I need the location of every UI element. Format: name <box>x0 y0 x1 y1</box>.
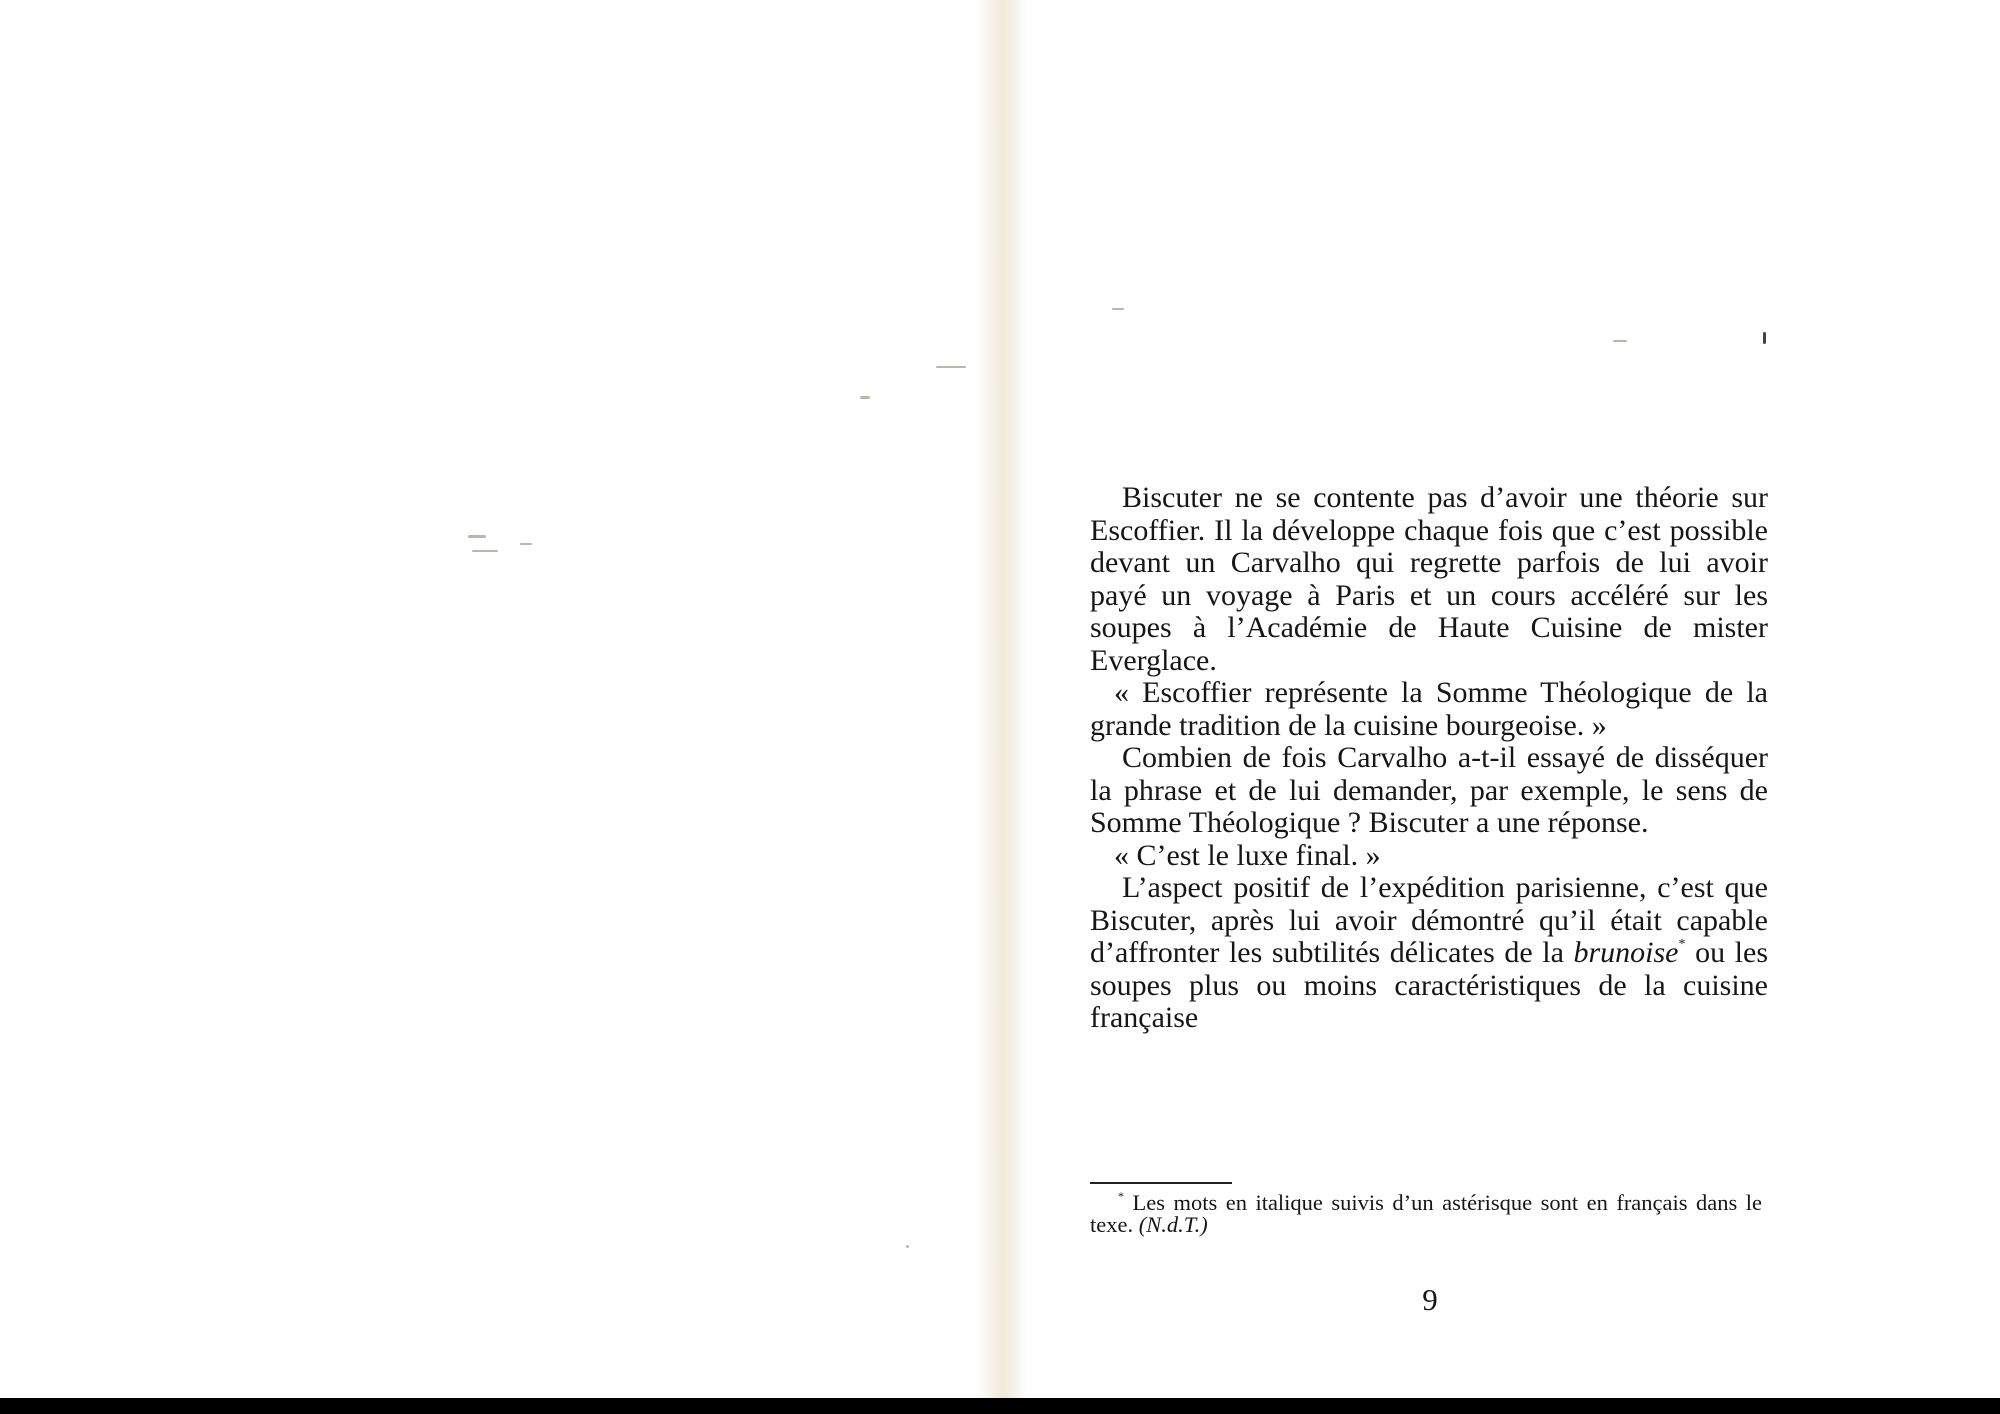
paragraph-5 <box>1090 872 1768 1035</box>
paragraph-3: Combien de fois Carvalho a-t-il essayé de disséquer la phrase et de lui demander, par exemple, le sens de Somme Théologique ? Biscuter a une réponse. <box>1090 741 1768 839</box>
paper-speck <box>860 396 870 399</box>
book-gutter <box>975 0 1027 1398</box>
footnote-marker: * <box>1118 1189 1124 1203</box>
scan-bottom-edge <box>0 1398 2000 1414</box>
footnote-rule <box>1090 1182 1232 1184</box>
footnote <box>1090 1189 1762 1237</box>
paragraph-5-start: L’aspect positif de l’expédition parisienne, c’est que Biscuter, après lui avoir démontré qu’il était capable d’affronter les subtilités délicates de la <box>1090 871 1768 969</box>
paper-speck <box>1112 308 1124 310</box>
footnote-translator-note: (N.d.T.) <box>1138 1212 1208 1237</box>
footnote-text: Les mots en italique suivis d’un astérisque sont en français dans le texe. <box>1090 1190 1762 1237</box>
paper-speck <box>1613 340 1627 342</box>
left-page-blank <box>0 0 980 1398</box>
paper-speck <box>1763 332 1766 344</box>
italic-word-brunoise: brunoise <box>1573 936 1679 969</box>
page-number: 9 <box>1422 1282 1438 1317</box>
paper-speck <box>472 550 498 552</box>
paragraph-5-end: ou les soupes plus ou moins caractéristiques de la cuisine française <box>1090 936 1769 1034</box>
body-text <box>1090 482 1768 1035</box>
paragraph-2-quote: « Escoffier représente la Somme Théologique de la grande tradition de la cuisine bourgeoise. » <box>1090 676 1768 742</box>
paragraph-4-quote: « C’est le luxe final. » <box>1114 838 1381 872</box>
paper-speck <box>906 1245 909 1248</box>
paragraph-1: Biscuter ne se contente pas d’avoir une théorie sur Escoffier. Il la développe chaque fois que c’est possible devant un Carvalho qui regrette parfois de lui avoir payé un voyage à Paris et un cours accéléré sur les soupes à l’Académie de Haute Cuisine de mister Everglace. <box>1090 481 1768 677</box>
asterisk-marker: * <box>1678 937 1686 952</box>
paper-speck <box>936 366 966 368</box>
paper-speck <box>468 535 486 538</box>
paper-speck <box>520 543 532 545</box>
